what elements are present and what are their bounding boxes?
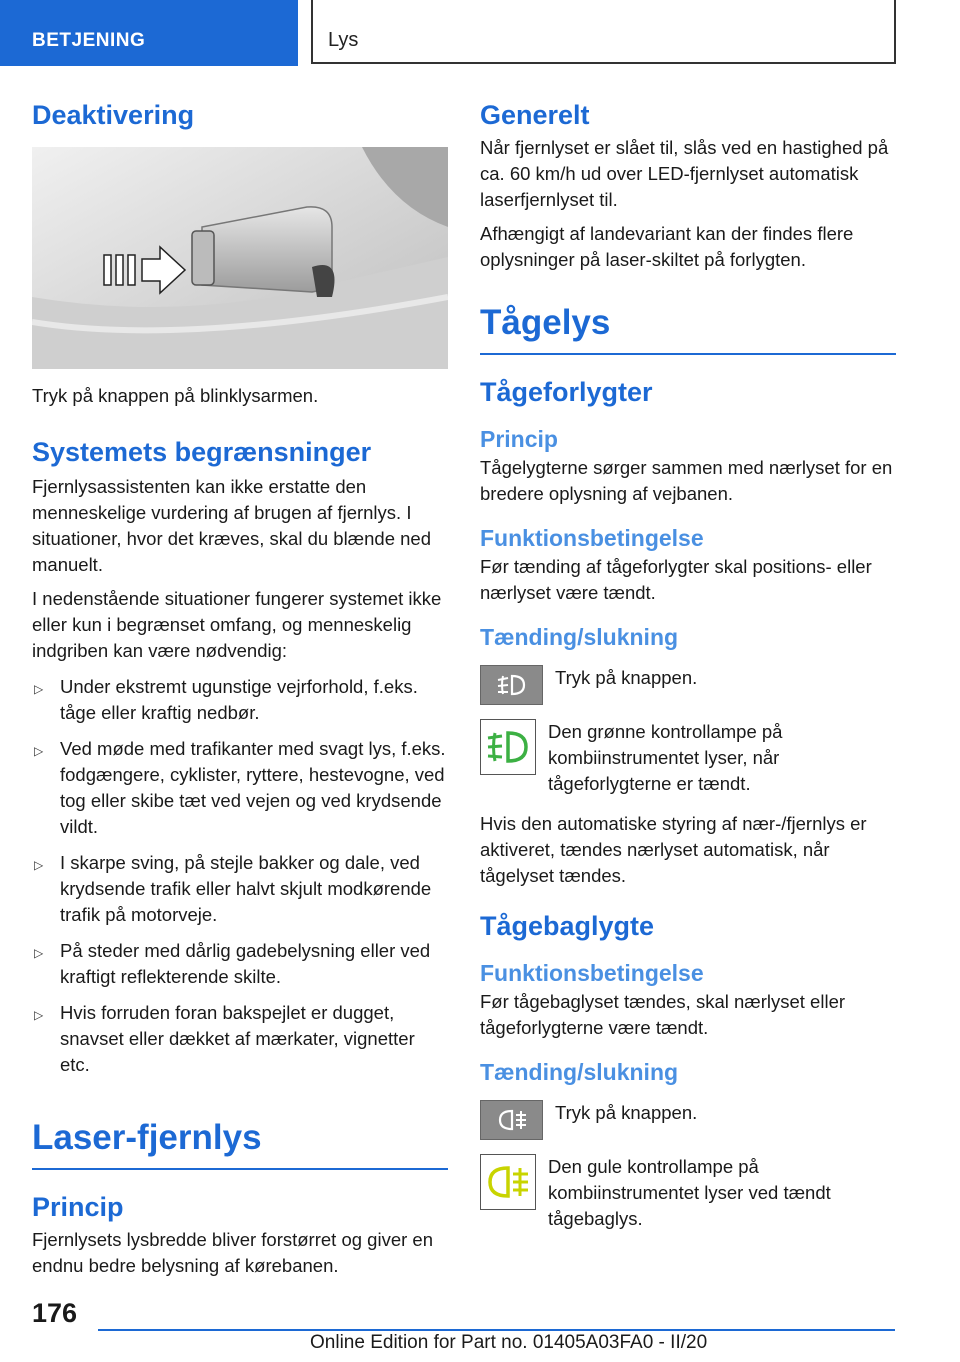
funktionsbetingelse-2-subheading: Funktionsbetingelse	[480, 960, 704, 986]
green-fog-lamp-icon	[480, 719, 536, 775]
taending-slukning-subheading: Tænding/slukning	[480, 624, 679, 650]
triangle-bullet-icon: ▷	[34, 1008, 44, 1022]
funktionsbetingelse-text: Før tænding af tågeforlygter skal positions- eller nærlyset være tændt.	[480, 556, 872, 603]
left-column	[32, 100, 448, 1279]
triangle-bullet-icon: ▷	[34, 744, 44, 758]
green-lamp-text: Den grønne kontrollampe på kombiinstrumentet lyser, når tågeforlygterne er tændt.	[548, 721, 783, 794]
stalk-illustration	[32, 147, 448, 369]
tageforlygter-heading: Tågeforlygter	[480, 377, 653, 407]
triangle-bullet-icon: ▷	[34, 858, 44, 872]
chapter-label: Lys	[328, 29, 359, 51]
list-item: ▷ Ved møde med trafikanter med svagt lys, f.eks. fodgængere, cyklister, ryttere, hestevogne, ved tog eller skibe tæt ved vejen og ved krydsende vildt.	[34, 738, 446, 837]
front-fog-button-text: Tryk på knappen.	[555, 667, 698, 688]
tagebaglygte-heading: Tågebaglygte	[480, 911, 655, 941]
funktionsbetingelse-2-text: Før tågebaglyset tændes, skal nærlyset eller tågeforlygterne være tændt.	[480, 991, 846, 1038]
blinker-stalk-photo	[32, 147, 448, 369]
front-fog-button-icon	[480, 665, 543, 705]
list-item: ▷ Hvis forruden foran bakspejlet er dugget, snavset eller dækket af mærkater, vignetter etc.	[34, 1002, 415, 1075]
princip-subheading: Princip	[480, 426, 558, 452]
generelt-paragraph-2: Afhængigt af landevariant kan der findes flere oplysninger på laser-skiltet på forlygten.	[480, 223, 854, 270]
page-number: 176	[32, 1298, 78, 1328]
section-label: BETJENING	[32, 30, 146, 51]
photo-caption: Tryk på knappen på blinklysarmen.	[32, 385, 319, 406]
right-column	[480, 100, 896, 1232]
princip-heading: Princip	[32, 1192, 124, 1222]
laser-fjernlys-heading: Laser-fjernlys	[32, 1118, 448, 1170]
funktionsbetingelse-subheading: Funktionsbetingelse	[480, 525, 704, 551]
rear-fog-button-text: Tryk på knappen.	[555, 1102, 698, 1123]
princip-text: Tågelygterne sørger sammen med nærlyset for en bredere oplysning af vejbanen.	[480, 457, 893, 504]
generelt-paragraph-1: Når fjernlyset er slået til, slås ved en hastighed på ca. 60 km/h ud over LED-fjernlyset automatisk laserfjernlyset til.	[480, 137, 889, 210]
yellow-lamp-text: Den gule kontrollampe på kombiinstrumentet lyser ved tændt tågebaglys.	[548, 1156, 831, 1229]
front-fog-button-row	[480, 665, 896, 705]
triangle-bullet-icon: ▷	[34, 682, 44, 696]
chapter-tab	[311, 0, 896, 64]
rear-fog-button-row	[480, 1100, 896, 1140]
yellow-lamp-row	[480, 1154, 896, 1232]
footer-rule	[98, 1329, 895, 1331]
princip-text: Fjernlysets lysbredde bliver forstørret og giver en endnu bedre belysning af kørebanen.	[32, 1229, 433, 1276]
deaktivering-heading: Deaktivering	[32, 100, 195, 130]
taending-slukning-2-subheading: Tænding/slukning	[480, 1059, 679, 1085]
tagelys-heading: Tågelys	[480, 303, 896, 355]
sys-paragraph-1: Fjernlysassistenten kan ikke erstatte den menneskelige vurdering af brugen af fjernlys. I situationer, hvor det kræves, skal du blænde ned manuelt.	[32, 476, 432, 575]
generelt-heading: Generelt	[480, 100, 590, 130]
sys-paragraph-2: I nedenstående situationer fungerer systemet ikke eller kun i begrænset omfang, og menneskelig indgriben kan være nødvendig:	[32, 588, 442, 661]
green-lamp-row	[480, 719, 896, 797]
systemets-begraensninger-heading: Systemets begrænsninger	[32, 437, 372, 467]
yellow-rear-fog-lamp-icon	[480, 1154, 536, 1210]
list-item: ▷ På steder med dårlig gadebelysning eller ved kraftigt reflekterende skilte.	[34, 940, 431, 987]
section-tab	[0, 0, 298, 66]
triangle-bullet-icon: ▷	[34, 946, 44, 960]
auto-control-text: Hvis den automatiske styring af nær-/fjernlys er aktiveret, tændes nærlyset automatisk, når tågelyset tændes.	[480, 813, 867, 886]
rear-fog-button-icon	[480, 1100, 543, 1140]
list-item: ▷ Under ekstremt ugunstige vejrforhold, f.eks. tåge eller kraftig nedbør.	[34, 676, 418, 723]
list-item: ▷ I skarpe sving, på stejle bakker og dale, ved krydsende trafik eller halvt skjult modkørende trafik på motorveje.	[34, 852, 432, 925]
edition-footer: Online Edition for Part no. 01405A03FA0 - II/20	[310, 1332, 708, 1353]
limitations-list	[32, 674, 448, 1078]
